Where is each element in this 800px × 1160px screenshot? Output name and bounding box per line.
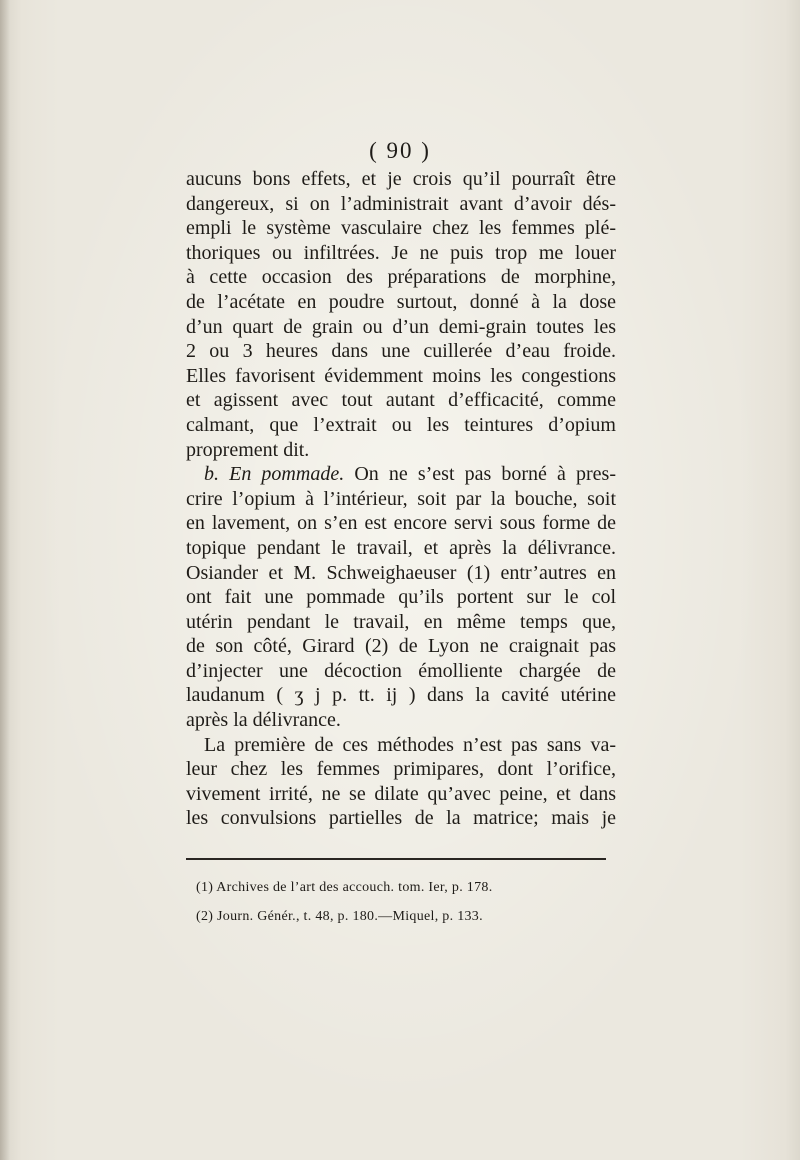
text-line: laudanum ( ʒ j p. tt. ij ) dans la cavité utérine — [186, 684, 616, 707]
text-line: en lavement, on s’en est encore servi sous forme de — [186, 512, 616, 535]
text-line: crire l’opium à l’intérieur, soit par la bouche, soit — [186, 487, 616, 510]
text-line: topique pendant le travail, et après la délivrance. — [186, 536, 616, 559]
text-line: d’injecter une décoction émolliente chargée de — [186, 659, 616, 682]
section-b-first-line — [186, 462, 616, 487]
text-line: aucuns bons effets, et je crois qu’il pourraît être — [186, 168, 616, 190]
text-line: thoriques ou infiltrées. Je ne puis trop me louer — [186, 241, 616, 264]
footnotes — [196, 873, 616, 931]
text-line: à cette occasion des préparations de morphine, — [186, 266, 616, 289]
text-line: ont fait une pommade qu’ils portent sur le col — [186, 586, 616, 609]
text-line: de l’acétate en poudre surtout, donné à la dose — [186, 290, 616, 313]
text-line: 2 ou 3 heures dans une cuillerée d’eau froide. — [186, 340, 616, 363]
text-line: empli le système vasculaire chez les femmes plé- — [186, 217, 616, 240]
text-line: de son côté, Girard (2) de Lyon ne craignait pas — [186, 635, 616, 658]
text-line: d’un quart de grain ou d’un demi-grain toutes les — [186, 315, 616, 338]
footnote-2: (2) Journ. Génér., t. 48, p. 180.—Miquel, p. 133. — [196, 909, 483, 924]
text-line: dangereux, si on l’administrait avant d’avoir dés- — [186, 192, 616, 215]
text-line: Osiander et M. Schweighaeuser (1) entr’autres en — [186, 561, 616, 584]
text-line: La première de ces méthodes n’est pas sans va- — [204, 733, 616, 756]
text-line: leur chez les femmes primipares, dont l’orifice, — [186, 758, 616, 781]
spine-shadow — [0, 0, 10, 1160]
text-line: vivement irrité, ne se dilate qu’avec peine, et dans — [186, 782, 616, 805]
footnote-1: (1) Archives de l’art des accouch. tom. Ier, p. 178. — [196, 880, 493, 895]
text-line: les convulsions partielles de la matrice; mais je — [186, 807, 616, 830]
footnote-rule — [186, 858, 606, 860]
text-line: et agissent avec tout autant d’efficacité, comme — [186, 389, 616, 412]
text-line: Elles favorisent évidemment moins les congestions — [186, 364, 616, 387]
body-text — [186, 167, 616, 831]
text-line: proprement dit. — [186, 438, 310, 461]
text-line: calmant, que l’extrait ou les teintures d’opium — [186, 413, 616, 436]
text-line: utérin pendant le travail, en même temps que, — [186, 610, 616, 633]
page-number: ( 90 ) — [369, 138, 431, 163]
section-b-first-line-text: On ne s’est pas borné à pres- — [354, 463, 616, 486]
section-b-label: b. En pommade. — [204, 463, 345, 486]
text-line: après la délivrance. — [186, 709, 341, 732]
